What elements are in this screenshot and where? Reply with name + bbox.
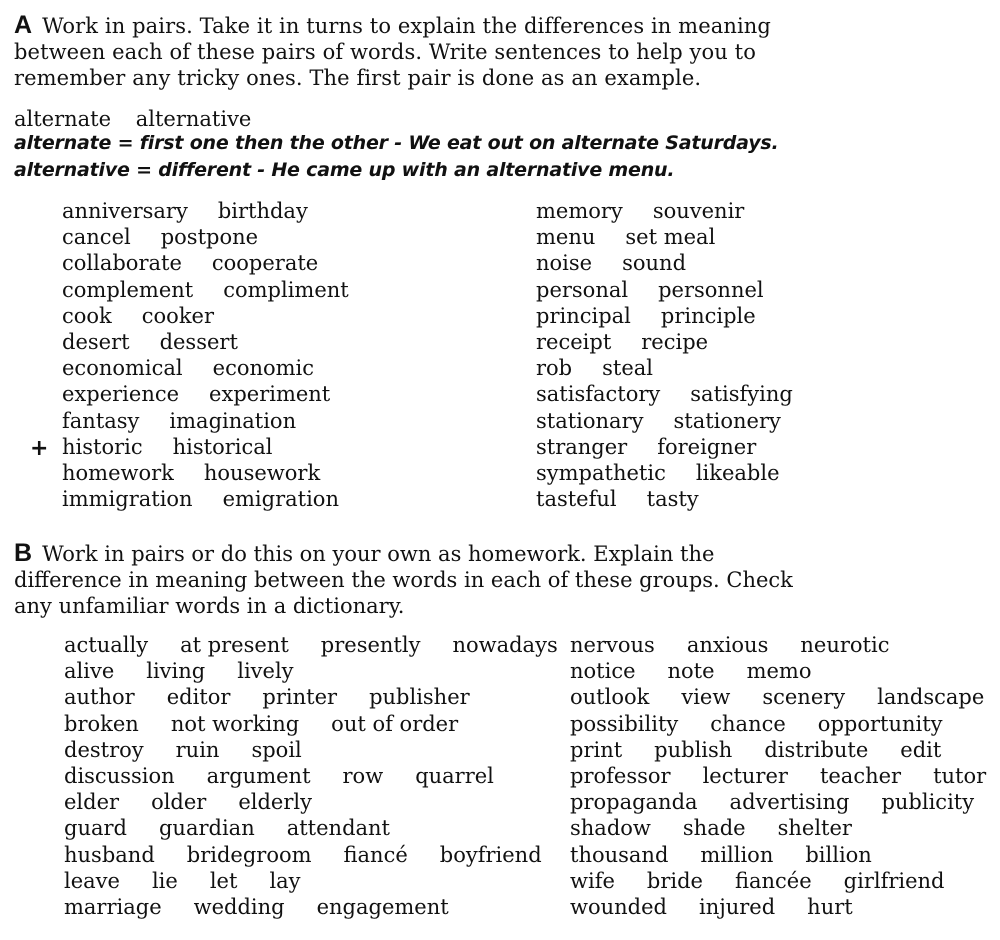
word: husband <box>64 842 155 867</box>
word: receipt <box>536 329 612 354</box>
word: experiment <box>209 382 331 407</box>
word-pair-row <box>536 198 823 224</box>
word: hurt <box>807 894 853 919</box>
word: fantasy <box>62 408 140 433</box>
word: engagement <box>316 894 449 919</box>
word: guard <box>64 816 127 841</box>
word: out of order <box>331 711 459 736</box>
word: principle <box>660 303 756 328</box>
word: compliment <box>223 277 349 302</box>
word: shade <box>682 816 746 841</box>
section-b-letter: B <box>14 539 33 567</box>
word-group-row <box>570 684 1000 710</box>
word: lie <box>151 868 178 893</box>
word: homework <box>62 460 174 485</box>
word: actually <box>64 633 149 657</box>
word: publisher <box>369 685 470 710</box>
word: immigration <box>62 487 193 512</box>
word: alive <box>64 659 115 684</box>
word: chance <box>710 711 786 736</box>
word: outlook <box>570 685 650 710</box>
word-pair-row <box>536 460 823 486</box>
word: quarrel <box>415 763 494 788</box>
word: leave <box>64 868 120 893</box>
word-pair-row <box>62 224 379 250</box>
word: rob <box>536 356 573 381</box>
word: tutor <box>933 763 987 788</box>
word: landscape <box>877 685 985 710</box>
word: publish <box>654 737 733 762</box>
word: tasteful <box>536 487 617 512</box>
word-group-row <box>64 868 590 894</box>
word: wife <box>570 868 615 893</box>
word-pair-row <box>536 303 823 329</box>
word: foreigner <box>657 434 757 459</box>
word: publicity <box>881 790 975 815</box>
word-group-row <box>570 894 1000 920</box>
word: elderly <box>238 790 312 815</box>
word: presently <box>320 633 421 657</box>
word: housework <box>203 460 321 485</box>
word-pair-row <box>536 224 823 250</box>
word: lively <box>237 659 294 684</box>
word: lecturer <box>702 763 788 788</box>
word: possibility <box>570 711 679 736</box>
word-pair-row <box>62 381 379 407</box>
word: nervous <box>570 633 655 657</box>
example-pair: alternate alternative <box>14 107 252 131</box>
word: spoil <box>251 737 302 762</box>
section-a-example <box>14 108 834 184</box>
word: desert <box>62 329 130 354</box>
word-pair-row <box>536 486 823 512</box>
word: personnel <box>658 277 764 302</box>
word: stationery <box>673 408 781 433</box>
word: economical <box>62 356 183 381</box>
word: notice <box>570 659 636 684</box>
word-group-row <box>64 711 590 737</box>
word: sympathetic <box>536 460 666 485</box>
word: distribute <box>764 737 869 762</box>
word: set meal <box>625 225 716 250</box>
word: dessert <box>159 329 238 354</box>
word: principal <box>536 303 631 328</box>
section-a-heading <box>14 12 784 91</box>
word: experience <box>62 382 180 407</box>
word-pair-row <box>62 486 379 512</box>
word-group-row <box>64 763 590 789</box>
word-group-row <box>570 815 1000 841</box>
word: emigration <box>222 487 339 512</box>
section-b-instructions: Work in pairs or do this on your own as homework. Explain the difference in meaning between the words in each of these groups. Check any unfamiliar words in a dictionary. <box>14 542 793 618</box>
word: collaborate <box>62 251 182 276</box>
word: anniversary <box>62 199 188 223</box>
margin-plus-mark: + <box>30 436 49 461</box>
word: editor <box>166 685 231 710</box>
word: fiancé <box>343 842 408 867</box>
word: let <box>209 868 238 893</box>
word: scenery <box>762 685 846 710</box>
word-group-row <box>570 658 1000 684</box>
word: teacher <box>819 763 902 788</box>
word-group-row <box>64 684 590 710</box>
word: anxious <box>686 633 769 657</box>
word: recipe <box>641 329 709 354</box>
word: cooperate <box>211 251 319 276</box>
word-group-row <box>64 815 590 841</box>
word-pair-row <box>536 434 823 460</box>
word-pair-row <box>62 277 379 303</box>
word: at present <box>180 633 289 657</box>
word: souvenir <box>652 199 745 223</box>
word: bride <box>646 868 703 893</box>
word: discussion <box>64 763 175 788</box>
word: view <box>681 685 731 710</box>
word: girlfriend <box>843 868 945 893</box>
word-group-row <box>64 737 590 763</box>
word: guardian <box>158 816 255 841</box>
word-pair-row <box>62 460 379 486</box>
word-pair-row <box>62 434 379 460</box>
word: personal <box>536 277 629 302</box>
word: row <box>342 763 384 788</box>
word: noise <box>536 251 593 276</box>
handwritten-note-2: alternative = different - He came up with an alternative menu. <box>14 159 675 181</box>
word-group-row <box>64 632 590 658</box>
word-group-row <box>570 632 1000 658</box>
word: memo <box>746 659 812 684</box>
word: historic <box>62 434 143 459</box>
word: complement <box>62 277 194 302</box>
word: living <box>146 659 206 684</box>
word: fiancée <box>734 868 812 893</box>
word: million <box>700 842 774 867</box>
word: imagination <box>169 408 297 433</box>
word: destroy <box>64 737 144 762</box>
word: menu <box>536 225 596 250</box>
word: cooker <box>141 303 215 328</box>
word-group-row <box>570 842 1000 868</box>
section-b-heading <box>14 540 814 619</box>
word-pair-row <box>536 408 823 434</box>
word: historical <box>172 434 273 459</box>
word-group-row <box>570 789 1000 815</box>
word-group-row <box>570 868 1000 894</box>
section-b-right-word-groups <box>570 632 1000 920</box>
word-pair-row <box>536 250 823 276</box>
word: lay <box>269 868 301 893</box>
word: printer <box>262 685 338 710</box>
word: injured <box>698 894 776 919</box>
handwritten-note-1: alternate = first one then the other - We eat out on alternate Saturdays. <box>14 132 779 154</box>
word: memory <box>536 199 623 223</box>
word-pair-row <box>536 277 823 303</box>
word: postpone <box>160 225 259 250</box>
word: bridegroom <box>186 842 312 867</box>
word: advertising <box>729 790 850 815</box>
word-group-row <box>64 894 590 920</box>
word: wounded <box>570 894 667 919</box>
section-a-left-word-pairs <box>62 198 379 512</box>
word-group-row <box>570 763 1000 789</box>
word: satisfying <box>690 382 793 407</box>
word-pair-row <box>536 355 823 381</box>
word: note <box>667 659 715 684</box>
word-group-row <box>570 737 1000 763</box>
word-pair-row <box>62 250 379 276</box>
word: boyfriend <box>439 842 542 867</box>
word: nowadays <box>452 633 558 657</box>
word: cook <box>62 303 112 328</box>
word: professor <box>570 763 671 788</box>
word-group-row <box>64 789 590 815</box>
word-pair-row <box>62 355 379 381</box>
word: broken <box>64 711 139 736</box>
word: shelter <box>777 816 852 841</box>
word-pair-row <box>62 408 379 434</box>
word: older <box>151 790 207 815</box>
word-group-row <box>64 658 590 684</box>
word-group-row <box>64 842 590 868</box>
word: tasty <box>646 487 699 512</box>
word: sound <box>622 251 687 276</box>
word: satisfactory <box>536 382 661 407</box>
section-b-left-word-groups <box>64 632 590 920</box>
word: billion <box>805 842 872 867</box>
section-a-letter: A <box>14 11 33 39</box>
word-group-row <box>570 711 1000 737</box>
word: steal <box>602 356 654 381</box>
word: author <box>64 685 135 710</box>
word: thousand <box>570 842 669 867</box>
word-pair-row <box>62 329 379 355</box>
section-a-right-word-pairs <box>536 198 823 512</box>
section-a-instructions: Work in pairs. Take it in turns to explain the differences in meaning between each of these pairs of words. Write sentences to help you to remember any tricky ones. The first pair is done as an example. <box>14 14 771 90</box>
word: print <box>570 737 623 762</box>
word-pair-row <box>536 329 823 355</box>
word: economic <box>212 356 315 381</box>
word: opportunity <box>817 711 943 736</box>
word: edit <box>900 737 942 762</box>
word: attendant <box>286 816 390 841</box>
word: propaganda <box>570 790 698 815</box>
word: birthday <box>217 199 308 223</box>
word: marriage <box>64 894 162 919</box>
word: ruin <box>175 737 220 762</box>
word: elder <box>64 790 120 815</box>
word: wedding <box>193 894 285 919</box>
word: shadow <box>570 816 651 841</box>
word: neurotic <box>800 633 890 657</box>
word: argument <box>206 763 311 788</box>
word: stranger <box>536 434 628 459</box>
word-pair-row <box>62 198 379 224</box>
word: likeable <box>695 460 780 485</box>
word-pair-row <box>62 303 379 329</box>
word: not working <box>170 711 300 736</box>
word: stationary <box>536 408 644 433</box>
word: cancel <box>62 225 131 250</box>
word-pair-row <box>536 381 823 407</box>
